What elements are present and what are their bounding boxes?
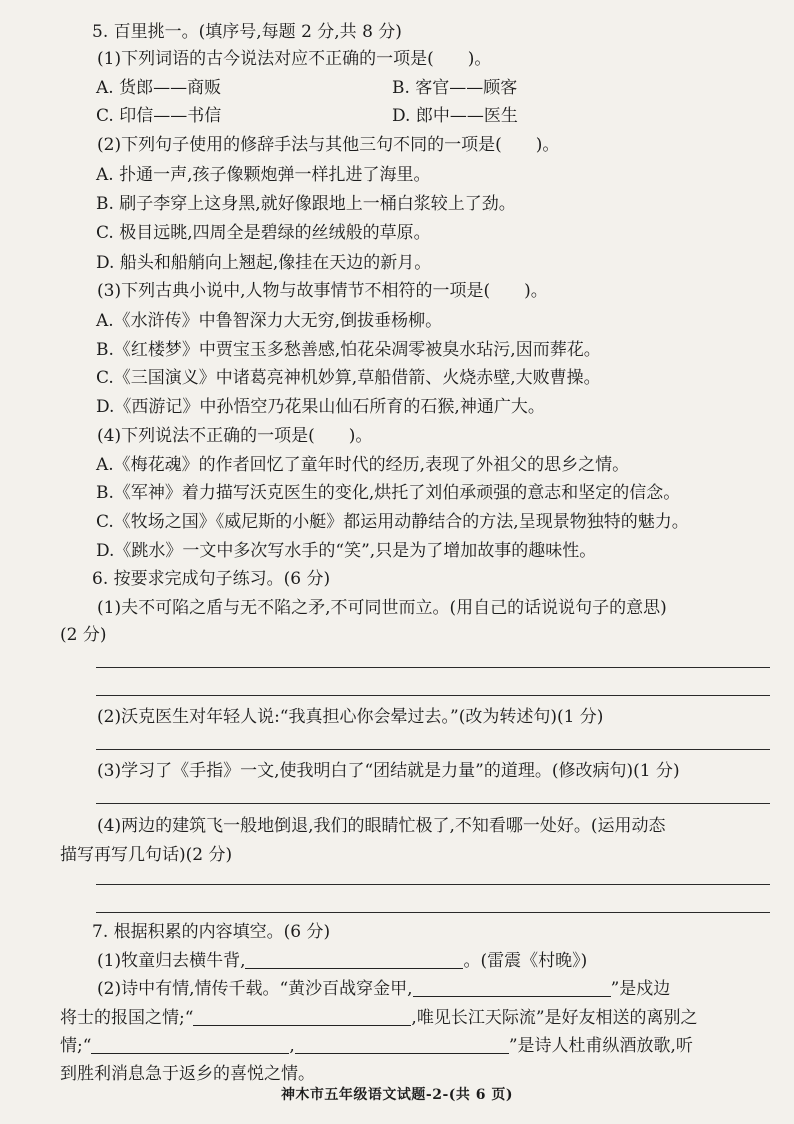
q7-2-blank-2[interactable]: [193, 1007, 411, 1026]
q5-3-option-b: B.《红楼梦》中贾宝玉多愁善感,怕花朵凋零被臭水玷污,因而葬花。: [96, 340, 601, 360]
q7-1-text-before: (1)牧童归去横牛背,: [97, 951, 246, 971]
q5-4-option-b: B.《军神》着力描写沃克医生的变化,烘托了刘伯承顽强的意志和坚定的信念。: [96, 483, 681, 503]
q7-2-line-2-before: 将士的报国之情;“: [60, 1008, 194, 1028]
q5-2-option-b: B. 刷子李穿上这身黑,就好像跟地上一桶白浆较上了劲。: [96, 194, 516, 214]
q7-2-line-1: [0, 978, 794, 1000]
q5-4-option-a: A.《梅花魂》的作者回忆了童年时代的经历,表现了外祖父的思乡之情。: [96, 455, 630, 475]
q5-1-option-d: D. 郎中——医生: [392, 106, 518, 126]
q6-1-stem: (1)夫不可陷之盾与无不陷之矛,不可同世而立。(用自己的话说说句子的意思): [97, 598, 667, 618]
q5-4-option-c: C.《牧场之国》《威尼斯的小艇》都运用动静结合的方法,呈现景物独特的魅力。: [96, 512, 689, 532]
q5-3-stem: (3)下列古典小说中,人物与故事情节不相符的一项是( )。: [97, 281, 548, 301]
q5-1-option-c: C. 印信——书信: [96, 106, 222, 126]
q6-4-stem: (4)两边的建筑飞一般地倒退,我们的眼睛忙极了,不知看哪一处好。(运用动态: [97, 816, 666, 836]
q6-1-stem-cont: (2 分): [60, 625, 107, 645]
q5-2-option-c: C. 极目远眺,四周全是碧绿的丝绒般的草原。: [96, 223, 431, 243]
q7-2-text-after: ”是戍边: [610, 979, 671, 999]
q6-4-stem-cont: 描写再写几句话)(2 分): [60, 845, 233, 865]
q5-1-options-row1: [0, 77, 794, 99]
q5-4-stem: (4)下列说法不正确的一项是( )。: [97, 426, 373, 446]
q7-1-blank[interactable]: [245, 950, 463, 969]
q5-1-stem: (1)下列词语的古今说法对应不正确的一项是( )。: [97, 49, 492, 69]
q5-title: 5. 百里挑一。(填序号,每题 2 分,共 8 分): [92, 22, 402, 42]
q5-4-option-d: D.《跳水》一文中多次写水手的“笑”,只是为了增加故事的趣味性。: [96, 541, 597, 561]
q5-3-option-d: D.《西游记》中孙悟空乃花果山仙石所育的石猴,神通广大。: [96, 397, 545, 417]
q6-1-answer-line-2[interactable]: [96, 695, 770, 696]
q5-1-option-a: A. 货郎——商贩: [96, 78, 222, 98]
q6-4-answer-line-2[interactable]: [96, 912, 770, 913]
q7-2-text-before: (2)诗中有情,情传千载。“黄沙百战穿金甲,: [97, 979, 413, 999]
q7-2-line-3: [0, 1035, 794, 1057]
q6-2-answer-line[interactable]: [96, 749, 770, 750]
q7-2-blank-3[interactable]: [91, 1035, 289, 1054]
q7-2-line-2: [0, 1007, 794, 1029]
q5-1-option-b: B. 客官——顾客: [392, 78, 518, 98]
q5-2-stem: (2)下列句子使用的修辞手法与其他三句不同的一项是( )。: [97, 135, 560, 155]
q6-title: 6. 按要求完成句子练习。(6 分): [92, 569, 331, 589]
page-footer: 神木市五年级语文试题-2-(共 6 页): [280, 1087, 514, 1103]
q6-1-answer-line-1[interactable]: [96, 667, 770, 668]
q6-3-stem: (3)学习了《手指》一文,使我明白了“团结就是力量”的道理。(修改病句)(1 分): [97, 761, 680, 781]
q5-1-options-row2: [0, 105, 794, 127]
q5-2-option-a: A. 扑通一声,孩子像颗炮弹一样扎进了海里。: [96, 165, 431, 185]
q5-2-option-d: D. 船头和船艄向上翘起,像挂在天边的新月。: [96, 253, 432, 273]
q7-2-line-3-after: ”是诗人杜甫纵酒放歌,听: [508, 1036, 693, 1056]
q7-2-line-3-comma: ,: [289, 1036, 295, 1056]
q7-1-text-after: 。(雷震《村晚》): [463, 951, 588, 971]
q6-4-answer-line-1[interactable]: [96, 884, 770, 885]
q6-2-stem: (2)沃克医生对年轻人说:“我真担心你会晕过去。”(改为转述句)(1 分): [97, 707, 604, 727]
q7-1-line: [0, 950, 794, 972]
q7-2-line-3-before: 情;“: [60, 1036, 92, 1056]
q5-3-option-a: A.《水浒传》中鲁智深力大无穷,倒拔垂杨柳。: [96, 311, 443, 331]
q5-3-option-c: C.《三国演义》中诸葛亮神机妙算,草船借箭、火烧赤壁,大败曹操。: [96, 368, 601, 388]
q7-2-blank-1[interactable]: [413, 978, 611, 997]
q7-2-blank-4[interactable]: [295, 1035, 509, 1054]
q7-2-line-4: 到胜利消息急于返乡的喜悦之情。: [60, 1064, 315, 1084]
q7-2-line-2-after: ,唯见长江天际流”是好友相送的离别之: [411, 1008, 698, 1028]
q6-3-answer-line[interactable]: [96, 803, 770, 804]
q7-title: 7. 根据积累的内容填空。(6 分): [92, 922, 331, 942]
